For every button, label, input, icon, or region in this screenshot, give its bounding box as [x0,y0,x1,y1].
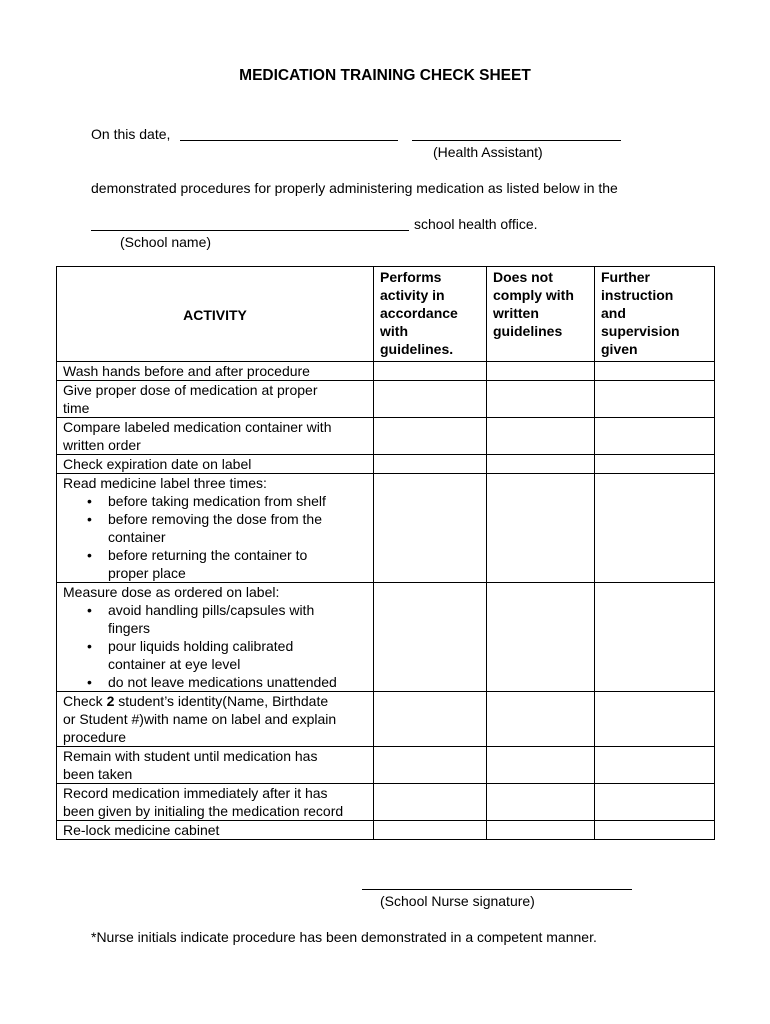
further-instruction-checkbox-cell[interactable] [595,583,715,692]
table-row [57,418,715,455]
further-instruction-checkbox-cell[interactable] [595,474,715,583]
list-item: • before taking medication from shelf [108,492,367,510]
page-title: MEDICATION TRAINING CHECK SHEET [239,67,531,84]
further-instruction-checkbox-cell[interactable] [595,362,715,381]
further-instruction-checkbox-cell[interactable] [595,784,715,821]
table-row [57,692,715,747]
table-row [57,474,715,583]
further-instruction-checkbox-cell[interactable] [595,821,715,840]
performs-checkbox-cell[interactable] [374,583,487,692]
footnote: *Nurse initials indicate procedure has been demonstrated in a competent manner. [91,929,597,945]
performs-checkbox-cell[interactable] [374,747,487,784]
demonstrated-text: demonstrated procedures for properly administering medication as listed below in the [91,180,618,196]
nurse-signature-caption: (School Nurse signature) [380,893,535,909]
further-instruction-checkbox-cell[interactable] [595,692,715,747]
performs-checkbox-cell[interactable] [374,418,487,455]
bullet-list [63,492,367,582]
table-row [57,747,715,784]
activity-cell: Remain with student until medication has been taken [57,747,374,784]
activity-cell: Check 2 student’s identity(Name, Birthdate or Student #)with name on label and explain procedure [57,692,374,747]
activity-cell: Measure dose as ordered on label: • avoid handling pills/capsules with fingers • pour liquids holding calibrated container at eye level • do not leave medications unattended [57,583,374,692]
does-not-comply-checkbox-cell[interactable] [487,784,595,821]
list-item: • pour liquids holding calibrated container at eye level [108,637,367,673]
table-row [57,583,715,692]
identity-check-line: Check 2 student’s identity(Name, Birthdate [63,693,329,709]
performs-checkbox-cell[interactable] [374,821,487,840]
school-name-blank[interactable] [91,230,409,231]
does-not-comply-checkbox-cell[interactable] [487,821,595,840]
performs-checkbox-cell[interactable] [374,474,487,583]
does-not-comply-checkbox-cell[interactable] [487,418,595,455]
table-row [57,362,715,381]
table-row [57,381,715,418]
further-instruction-checkbox-cell[interactable] [595,747,715,784]
does-not-comply-checkbox-cell[interactable] [487,455,595,474]
activity-cell: Give proper dose of medication at proper time [57,381,374,418]
list-item: • before removing the dose from the container [108,510,367,546]
performs-checkbox-cell[interactable] [374,455,487,474]
further-instruction-checkbox-cell[interactable] [595,381,715,418]
activity-cell: Read medicine label three times: • before taking medication from shelf • before removing the dose from the container • before returning the container to proper place [57,474,374,583]
training-checklist-table [56,266,715,840]
on-this-date-label: On this date, [91,126,171,142]
further-instruction-checkbox-cell[interactable] [595,418,715,455]
health-assistant-caption: (Health Assistant) [433,144,543,160]
school-name-caption: (School name) [120,234,212,250]
header-row [57,267,715,362]
table-row [57,821,715,840]
list-item: • avoid handling pills/capsules with fingers [108,601,367,637]
date-blank[interactable] [180,140,398,141]
health-assistant-blank[interactable] [412,140,621,141]
further-instruction-header: Further instruction and supervision given [595,267,715,362]
further-instruction-checkbox-cell[interactable] [595,455,715,474]
does-not-comply-checkbox-cell[interactable] [487,362,595,381]
table-row [57,784,715,821]
does-not-comply-checkbox-cell[interactable] [487,583,595,692]
performs-checkbox-cell[interactable] [374,692,487,747]
school-health-office-text: school health office. [414,216,538,232]
performs-checkbox-cell[interactable] [374,362,487,381]
performs-checkbox-cell[interactable] [374,381,487,418]
activity-cell: Check expiration date on label [57,455,374,474]
nurse-signature-blank[interactable] [362,889,632,890]
activity-cell: Wash hands before and after procedure [57,362,374,381]
list-item: • before returning the container to proper place [108,546,367,582]
does-not-comply-checkbox-cell[interactable] [487,692,595,747]
activity-cell: Record medication immediately after it has been given by initialing the medication record [57,784,374,821]
does-not-comply-checkbox-cell[interactable] [487,747,595,784]
performs-header: Performs activity in accordance with guidelines. [374,267,487,362]
activity-header: ACTIVITY [57,267,374,362]
bullet-list [63,601,367,691]
does-not-comply-checkbox-cell[interactable] [487,474,595,583]
activity-cell: Re-lock medicine cabinet [57,821,374,840]
does-not-comply-checkbox-cell[interactable] [487,381,595,418]
list-item: • do not leave medications unattended [108,673,367,691]
does-not-comply-header: Does not comply with written guidelines [487,267,595,362]
table-row [57,455,715,474]
activity-cell: Compare labeled medication container with written order [57,418,374,455]
performs-checkbox-cell[interactable] [374,784,487,821]
